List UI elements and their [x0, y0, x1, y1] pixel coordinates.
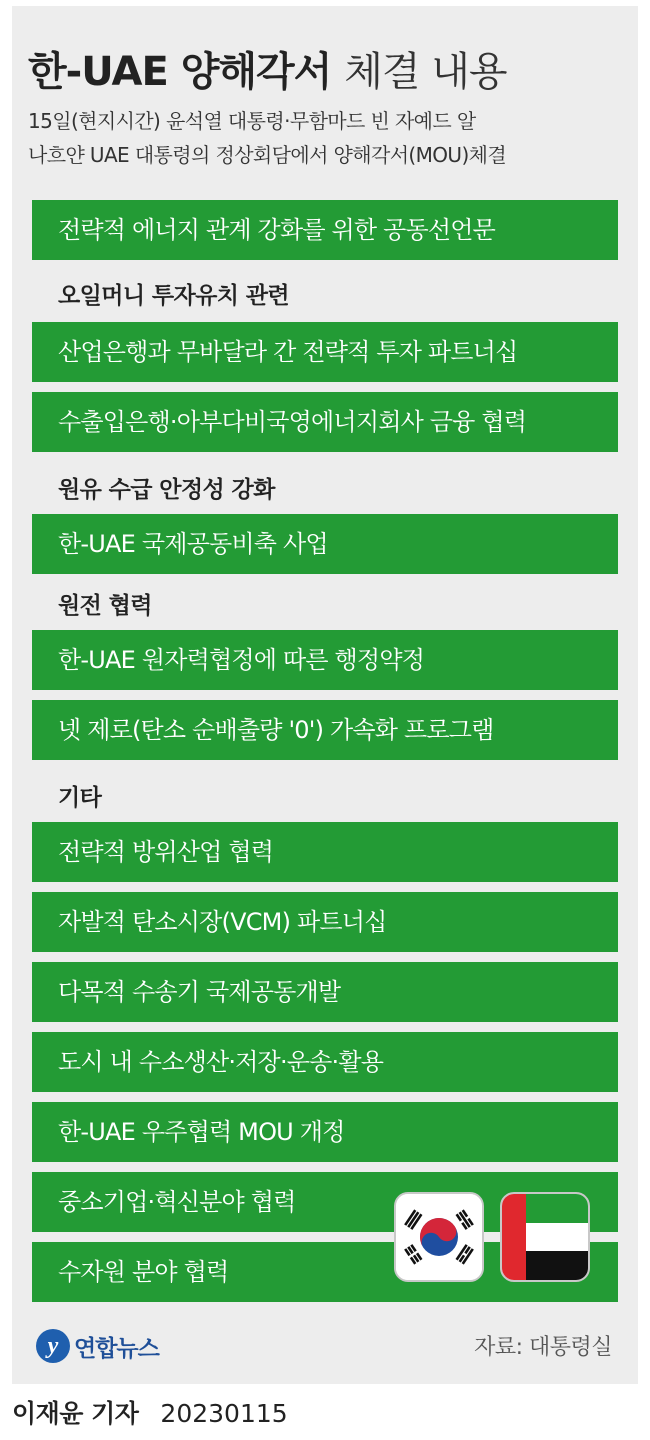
yonhap-logo-text: 연합뉴스: [74, 1335, 159, 1362]
page-title: [28, 40, 506, 96]
item-bar: 전략적 방위산업 협력: [32, 822, 618, 882]
source-note: 자료: 대통령실: [474, 1335, 612, 1360]
item-bar: 자발적 탄소시장(VCM) 파트너십: [32, 892, 618, 952]
section-heading-oil-money: 오일머니 투자유치 관련: [58, 283, 289, 309]
item-bar: 수출입은행·아부다비국영에너지회사 금융 협력: [32, 392, 618, 452]
item-bar: 넷 제로(탄소 순배출량 '0') 가속화 프로그램: [32, 700, 618, 760]
item-bar: 한-UAE 원자력협정에 따른 행정약정: [32, 630, 618, 690]
title-light: 체결 내용: [344, 49, 507, 95]
item-bar: 중소기업·혁신분야 협력: [32, 1172, 618, 1232]
subtitle: [28, 104, 618, 172]
reporter-name: 이재윤 기자: [12, 1399, 139, 1428]
byline: [12, 1394, 288, 1430]
item-bar-declaration: 전략적 에너지 관계 강화를 위한 공동선언문: [32, 200, 618, 260]
item-bar: 다목적 수송기 국제공동개발: [32, 962, 618, 1022]
item-bar: 산업은행과 무바달라 간 전략적 투자 파트너십: [32, 322, 618, 382]
item-bar: 도시 내 수소생산·저장·운송·활용: [32, 1032, 618, 1092]
uae-flag-icon: [500, 1192, 590, 1282]
item-bar: 한-UAE 우주협력 MOU 개정: [32, 1102, 618, 1162]
publish-date: 20230115: [160, 1399, 288, 1428]
section-heading-nuclear: 원전 협력: [58, 593, 152, 619]
item-bar: 한-UAE 국제공동비축 사업: [32, 514, 618, 574]
item-bar: 수자원 분야 협력: [32, 1242, 618, 1302]
section-heading-crude-oil: 원유 수급 안정성 강화: [58, 477, 275, 503]
korea-flag-icon: [394, 1192, 484, 1282]
section-heading-other: 기타: [58, 785, 102, 811]
title-bold: 한-UAE 양해각서: [28, 49, 332, 95]
subtitle-line: 나흐얀 UAE 대통령의 정상회담에서 양해각서(MOU)체결: [28, 143, 507, 167]
yonhap-logo-mark: y: [36, 1329, 70, 1363]
subtitle-line: 15일(현지시간) 윤석열 대통령·무함마드 빈 자예드 알: [28, 109, 476, 133]
yonhap-logo: [36, 1326, 159, 1366]
